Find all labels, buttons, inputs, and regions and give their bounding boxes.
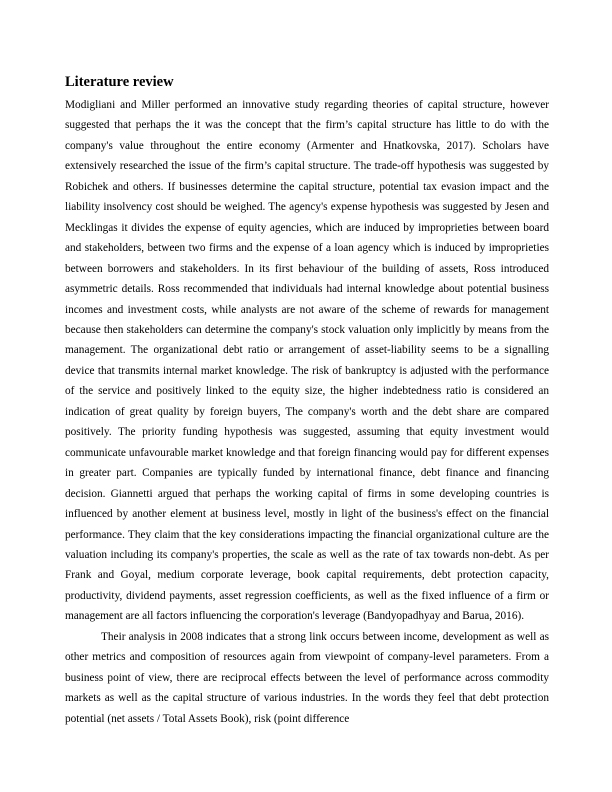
paragraph-2: Their analysis in 2008 indicates that a strong link occurs between income, development as well as other metrics and composition of resources again from viewpoint of company-level parameters. From a business point of view, there are reciprocal effects between the level of performance across commodity markets as well as the capital structure of various industries. In the words they feel that debt protection potential (net assets / Total Assets Book), risk (point difference xyxy=(65,630,549,725)
paragraph-1: Modigliani and Miller performed an innovative study regarding theories of capital structure, however suggested that perhaps the it was the concept that the firm’s capital structure has little to do with the company's value throughout the entire economy (Armenter and Hnatkovska, 2017). Scholars have extensively researched the issue of the firm’s capital structure. The trade-off hypothesis was suggested by Robichek and others. If businesses determine the capital structure, potential tax evasion impact and the liability insolvency cost should be weighed. The agency's expense hypothesis was suggested by Jesen and Mecklingas it divides the expense of equity agencies, which are induced by improprieties between board and stakeholders, between two firms and the expense of a loan agency which is induced by improprieties between borrowers and stakeholders. In its first behaviour of the building of assets, Ross introduced asymmetric details. Ross recommended that individuals had internal knowledge about potential business incomes and investment costs, while analysts are not aware of the scheme of rewards for management because then stakeholders can determine the company's stock valuation only implicitly by means from the management. The organizational debt ratio or arrangement of asset-liability seems to be a signalling device that transmits internal market knowledge. The risk of bankruptcy is adjusted with the performance of the service and positively linked to the equity size, the higher indebtedness ratio is considered an indication of great quality by foreign buyers, The company's worth and the debt share are compared positively. The priority funding hypothesis was suggested, assuming that equity investment would communicate unfavourable market knowledge and that foreign financing would pay for different expenses in greater part. Companies are typically funded by international finance, debt finance and financing decision. Giannetti argued that perhaps the working capital of firms in some developing countries is influenced by another element at business level, mostly in light of the business's effect on the financial performance. They claim that the key considerations impacting the financial organizational culture are the valuation including its company's properties, the scale as well as the rate of tax towards non-debt. As per Frank and Goyal, medium corporate leverage, book capital requirements, debt protection capacity, productivity, dividend payments, asset regression coefficients, as well as the fixed influence of a firm or management are all factors influencing the corporation's leverage (Bandyopadhyay and Barua, 2016). xyxy=(65,99,549,623)
section-heading: Literature review xyxy=(65,74,174,90)
body-text xyxy=(65,95,549,729)
